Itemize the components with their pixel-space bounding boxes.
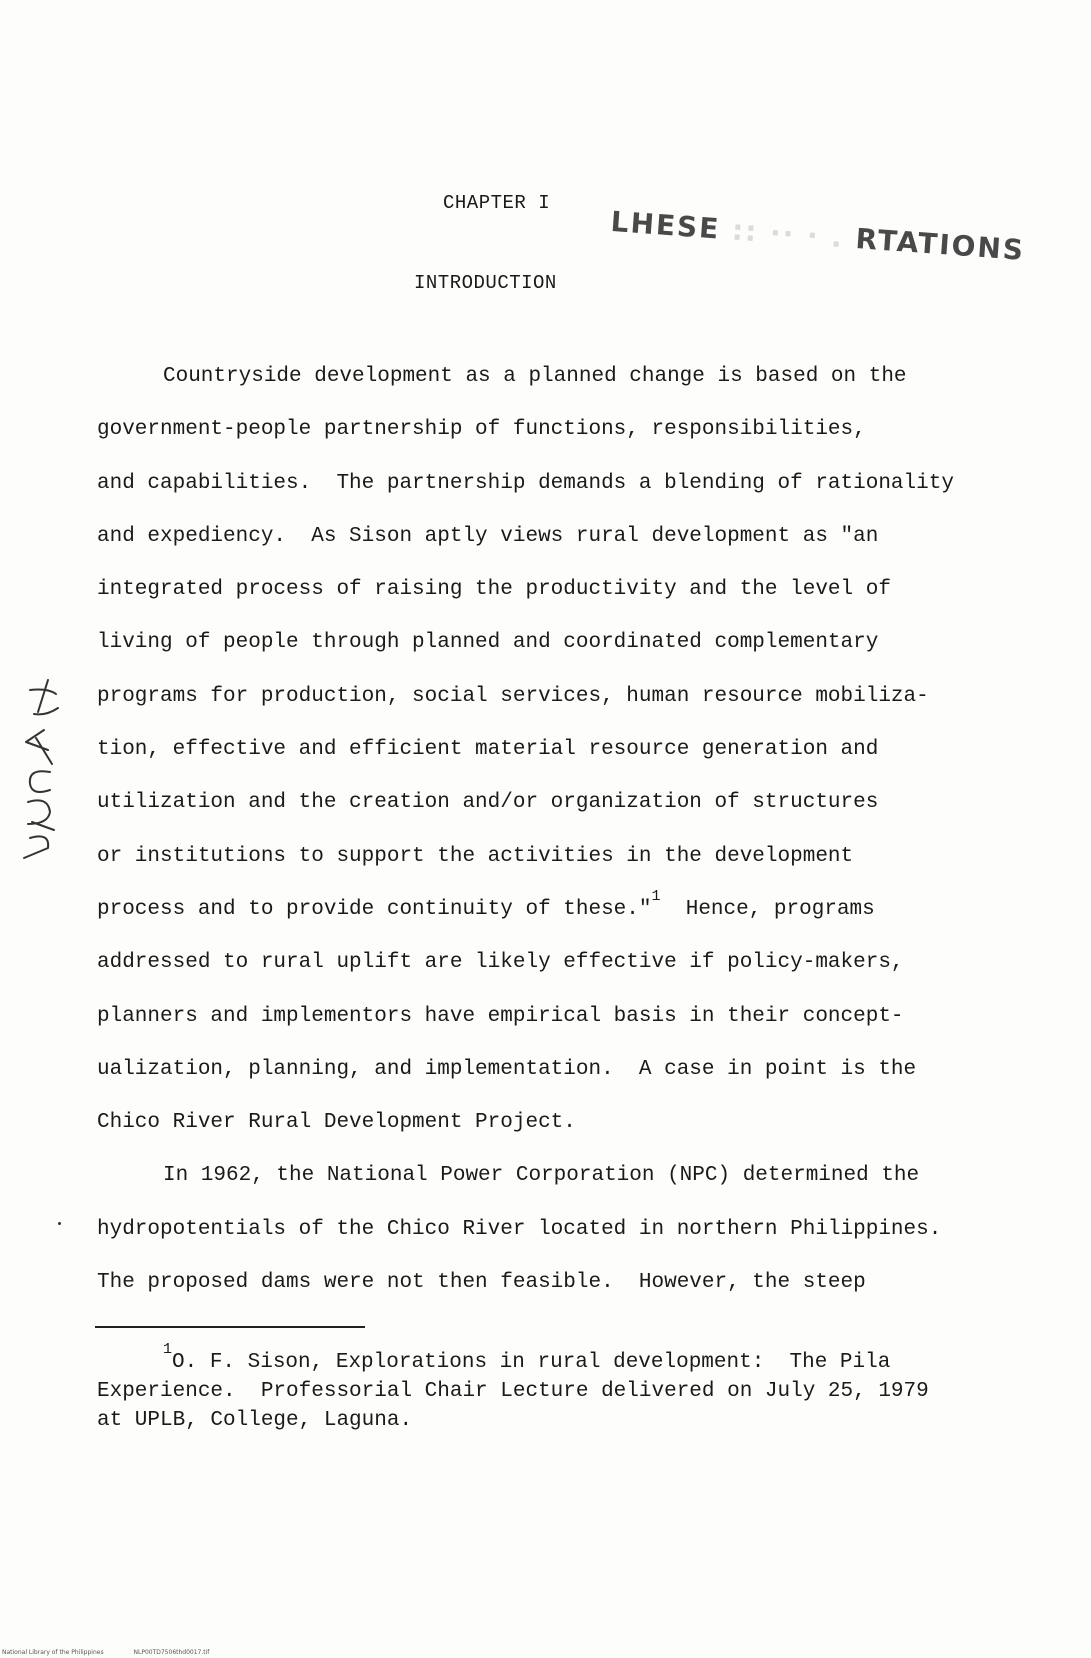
footnote-line xyxy=(97,1341,1027,1377)
body-line: planners and implementors have empirical basis in their concept- xyxy=(97,1004,904,1028)
footnote-line: at UPLB, College, Laguna. xyxy=(97,1409,413,1432)
body-line: government-people partnership of functions, responsibilities, xyxy=(97,418,866,442)
body-line: Chico River Rural Development Project. xyxy=(97,1111,576,1135)
body-line: hydropotentials of the Chico River located in northern Philippines. xyxy=(97,1217,942,1241)
body-line: In 1962, the National Power Corporation (NPC) determined the xyxy=(163,1164,920,1188)
body-line: utilization and the creation and/or organization of structures xyxy=(97,791,879,815)
footnote-divider xyxy=(95,1326,365,1328)
body-line: Countryside development as a planned change is based on the xyxy=(163,365,907,388)
scan-footer-file-id: NLP00TD7506thd0017.tif xyxy=(133,1649,210,1656)
body-line: ualization, planning, and implementation. A case in point is the xyxy=(97,1057,917,1081)
body-text xyxy=(97,350,1027,1309)
body-line: integrated process of raising the productivity and the level of xyxy=(97,578,891,602)
footnote xyxy=(97,1341,1027,1435)
handwritten-margin-annotation xyxy=(8,672,68,862)
body-line: programs for production, social services, human resource mobiliza- xyxy=(97,684,929,708)
body-line-continuation: Hence, programs xyxy=(660,897,875,921)
body-line: or institutions to support the activities in the development xyxy=(97,844,854,868)
body-line: and capabilities. The partnership demands a blending of rationality xyxy=(97,471,954,495)
body-line: addressed to rural uplift are likely effective if policy-makers, xyxy=(97,951,904,975)
body-line-with-footnote-ref xyxy=(97,883,1027,936)
scan-footer xyxy=(2,1649,237,1656)
body-line: and expediency. As Sison aptly views rural development as "an xyxy=(97,524,879,548)
footnote-reference[interactable]: 1 xyxy=(651,887,661,905)
stamp-text-end: RTATIONS xyxy=(854,222,1027,267)
body-line: The proposed dams were not then feasible. However, the steep xyxy=(97,1271,866,1295)
body-line: living of people through planned and coordinated complementary xyxy=(97,631,879,655)
footnote-text: O. F. Sison, Explorations in rural development: The Pila xyxy=(172,1351,891,1374)
footnote-line: Experience. Professorial Chair Lecture delivered on July 25, 1979 xyxy=(97,1380,929,1403)
scan-speck xyxy=(58,1222,61,1225)
body-line-text: process and to provide continuity of these." xyxy=(97,897,652,921)
chapter-heading: CHAPTER I xyxy=(443,192,551,214)
section-heading: INTRODUCTION xyxy=(414,272,557,294)
stamp-faded-gap: :: ·· · . xyxy=(719,212,857,256)
scan-footer-library: National Library of the Philippines xyxy=(2,1649,104,1656)
stamp-text-start: LHESE xyxy=(609,205,722,246)
footnote-marker: 1 xyxy=(163,1341,173,1358)
body-line: tion, effective and efficient material resource generation and xyxy=(97,738,879,762)
library-stamp xyxy=(610,205,1026,267)
